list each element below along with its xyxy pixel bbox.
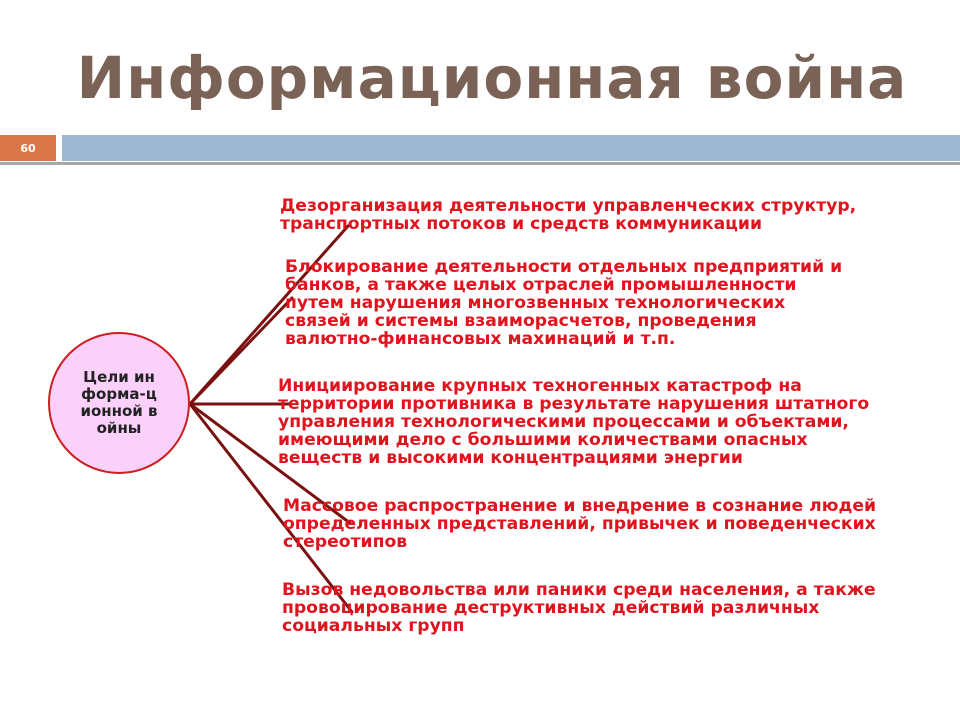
goal-item-2: Блокирование деятельности отдельных предприятий и банков, а также целых отраслей промышленности путем нарушения многозвенных технологических связей и системы взаиморасчетов, проведения валютно-финансовых махинаций и т.п.: [285, 257, 843, 349]
goals-circle: [48, 332, 190, 474]
slide-title: Информационная война: [76, 44, 908, 112]
connector-line-2: [190, 298, 292, 404]
goal-item-5: Вызов недовольства или паники среди населения, а также провоцирование деструктивных действий различных социальных групп: [282, 580, 876, 636]
slide-number-badge: 60: [0, 135, 56, 161]
goal-item-3: Инициирование крупных техногенных катастроф на территории противника в результате нарушения штатного управления технологическими процессами и объектами, имеющими дело с большими количествами опасных веществ и высокими концентрациями энергии: [278, 376, 870, 468]
goal-item-4: Массовое распространение и внедрение в сознание людей определенных представлений, привычек и поведенческих стереотипов: [283, 496, 877, 552]
goals-circle-label: Цели информа-ционной войны: [80, 368, 158, 437]
goal-item-1: Дезорганизация деятельности управленческих структур, транспортных потоков и средств коммуникации: [280, 196, 857, 234]
